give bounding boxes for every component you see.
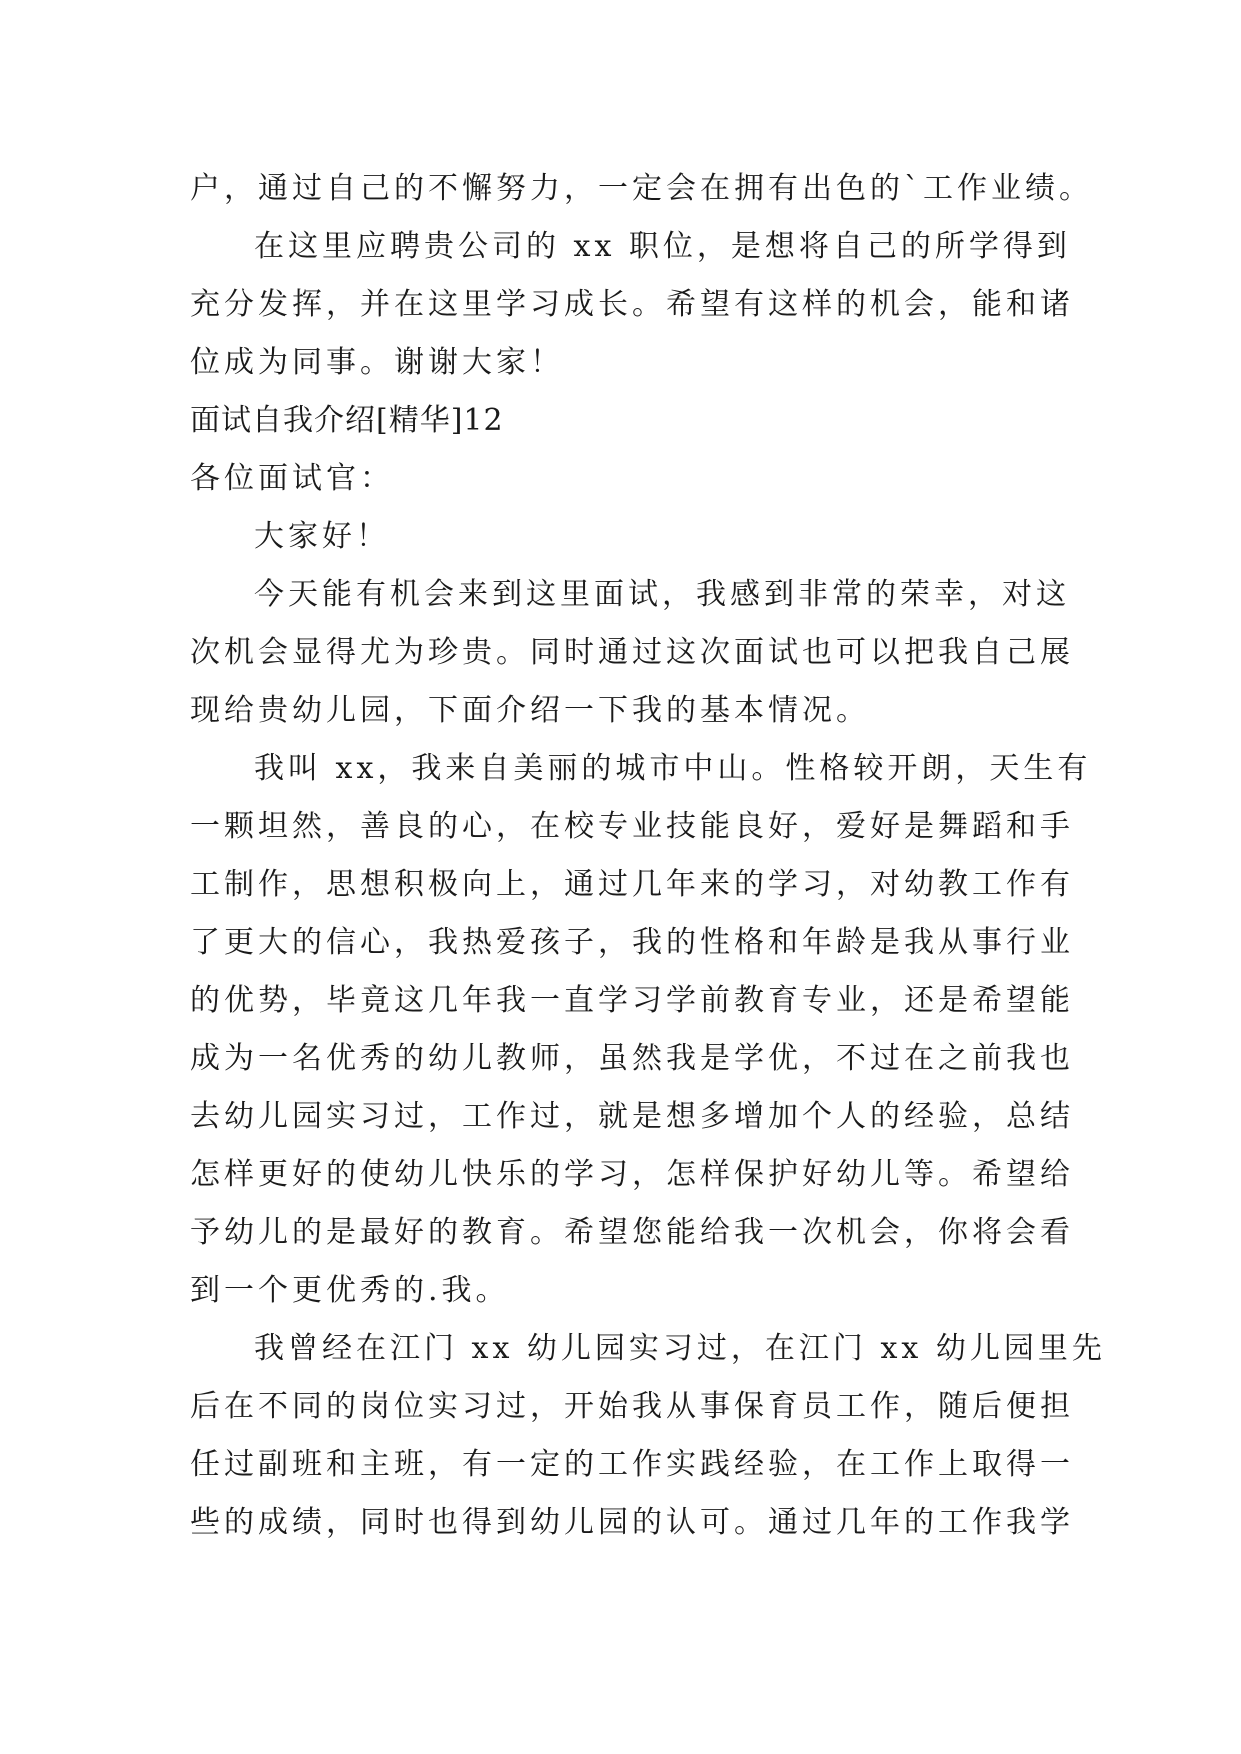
paragraph-line: 的优势，毕竟这几年我一直学习学前教育专业，还是希望能 [190,983,1074,1018]
paragraph-line: 一颗坦然，善良的心，在校专业技能良好，爱好是舞蹈和手 [190,809,1074,844]
paragraph-line: 予幼儿的是最好的教育。希望您能给我一次机会，你将会看 [190,1215,1074,1250]
paragraph-line: 次机会显得尤为珍贵。同时通过这次面试也可以把我自己展 [190,635,1074,670]
paragraph-line: 我曾经在江门 xx 幼儿园实习过，在江门 xx 幼儿园里先 [254,1331,1106,1366]
paragraph-line: 怎样更好的使幼儿快乐的学习，怎样保护好幼儿等。希望给 [190,1157,1074,1192]
paragraph-line: 充分发挥，并在这里学习成长。希望有这样的机会，能和诸 [190,287,1074,322]
paragraph-line: 些的成绩，同时也得到幼儿园的认可。通过几年的工作我学 [190,1505,1074,1540]
paragraph-line: 到一个更优秀的.我。 [190,1273,510,1308]
paragraph-line: 我叫 xx，我来自美丽的城市中山。性格较开朗，天生有 [254,751,1092,786]
paragraph-line: 工制作，思想积极向上，通过几年来的学习，对幼教工作有 [190,867,1074,902]
section-title: 面试自我介绍[精华]12 [190,403,504,438]
paragraph-line: 成为一名优秀的幼儿教师，虽然我是学优，不过在之前我也 [190,1041,1074,1076]
greeting: 大家好！ [254,519,390,554]
document-body [190,160,1106,1552]
salutation: 各位面试官： [190,461,394,496]
paragraph-line: 后在不同的岗位实习过，开始我从事保育员工作，随后便担 [190,1389,1074,1424]
paragraph-line: 今天能有机会来到这里面试，我感到非常的荣幸，对这 [254,577,1070,612]
paragraph-line: 任过副班和主班，有一定的工作实践经验，在工作上取得一 [190,1447,1074,1482]
paragraph-line: 了更大的信心，我热爱孩子，我的性格和年龄是我从事行业 [190,925,1074,960]
paragraph-line: 去幼儿园实习过，工作过，就是想多增加个人的经验，总结 [190,1099,1074,1134]
paragraph-line: 户，通过自己的不懈努力，一定会在拥有出色的`工作业绩。 [190,171,1093,206]
paragraph-line: 现给贵幼儿园，下面介绍一下我的基本情况。 [190,693,870,728]
paragraph-line: 位成为同事。谢谢大家！ [190,345,564,380]
paragraph-line: 在这里应聘贵公司的 xx 职位，是想将自己的所学得到 [254,229,1071,264]
